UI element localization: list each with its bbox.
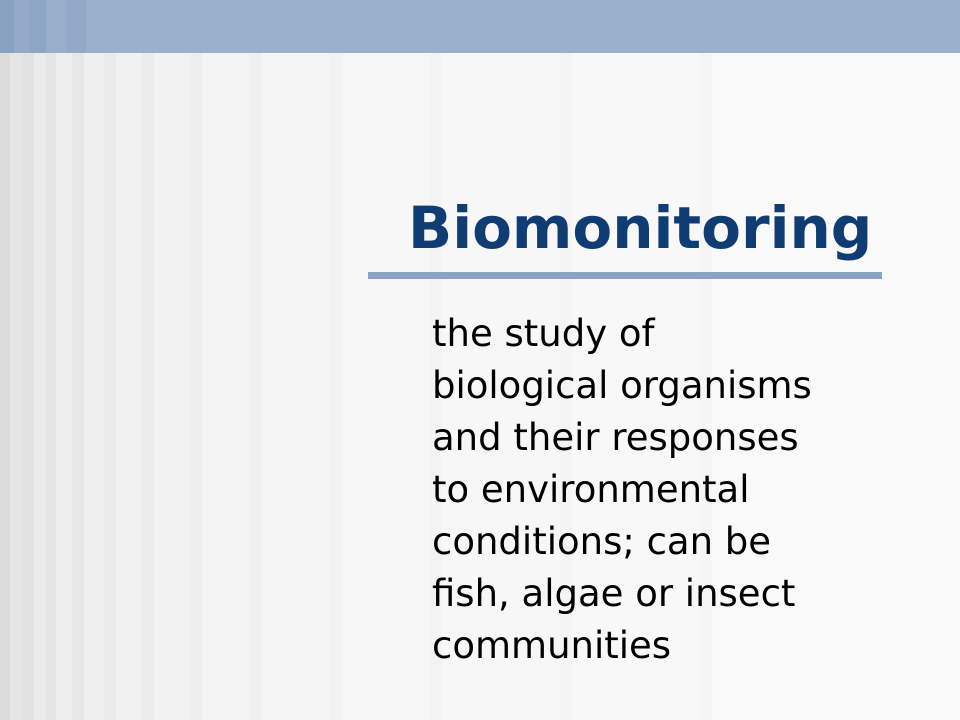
title-underline: [368, 272, 882, 279]
definition-line: to environmental: [432, 468, 750, 511]
slide-title: Biomonitoring: [408, 194, 873, 262]
definition-text: [432, 308, 912, 672]
definition-line: conditions; can be: [432, 520, 772, 563]
definition-line: the study of: [432, 312, 655, 355]
definition-line: communities: [432, 624, 672, 667]
definition-line: and their responses: [432, 416, 799, 459]
definition-line: biological organisms: [432, 364, 812, 407]
definition-line: fish, algae or insect: [432, 572, 796, 615]
top-banner: [0, 0, 960, 53]
